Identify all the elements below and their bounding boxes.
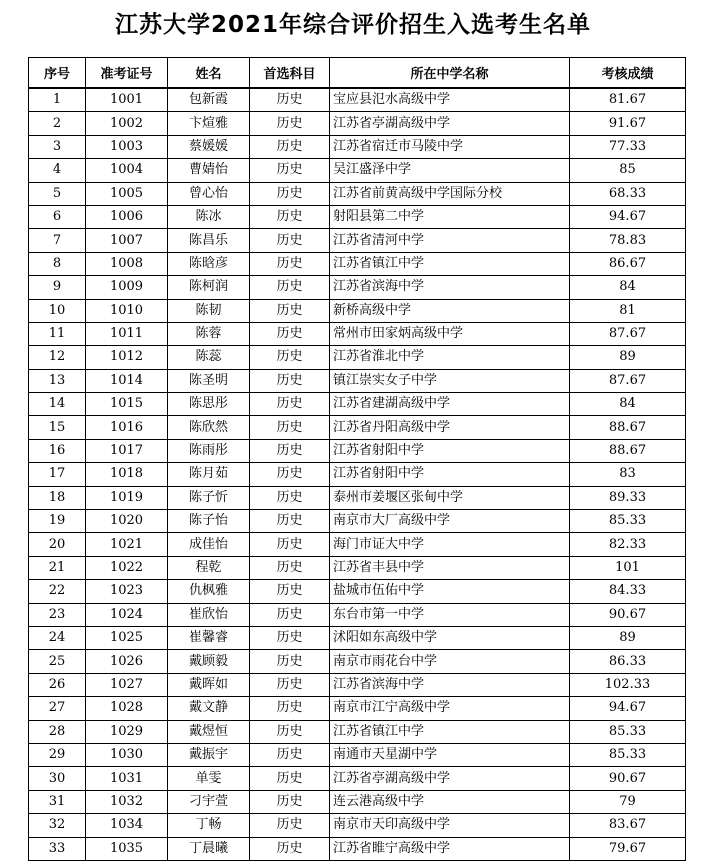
cell-score: 89 [570,346,686,369]
cell-score: 77.33 [570,135,686,158]
table-row [29,229,686,252]
cell-name: 曾心怡 [168,182,250,205]
cell-school: 南通市天星湖中学 [330,743,570,766]
cell-exam-id: 1035 [86,837,168,860]
cell-seq: 4 [29,159,86,182]
table-row [29,720,686,743]
cell-name: 卞煊雅 [168,112,250,135]
cell-score: 85.33 [570,510,686,533]
cell-exam-id: 1012 [86,346,168,369]
cell-score: 87.67 [570,322,686,345]
cell-subject: 历史 [250,510,330,533]
table-row [29,439,686,462]
cell-subject: 历史 [250,112,330,135]
cell-exam-id: 1026 [86,650,168,673]
cell-seq: 27 [29,697,86,720]
cell-seq: 17 [29,463,86,486]
cell-exam-id: 1023 [86,580,168,603]
table-row [29,697,686,720]
cell-seq: 3 [29,135,86,158]
cell-exam-id: 1018 [86,463,168,486]
table-row [29,510,686,533]
cell-seq: 30 [29,767,86,790]
cell-seq: 5 [29,182,86,205]
table-header-row [29,58,686,89]
cell-subject: 历史 [250,626,330,649]
cell-seq: 21 [29,556,86,579]
cell-score: 79 [570,790,686,813]
cell-exam-id: 1010 [86,299,168,322]
cell-subject: 历史 [250,439,330,462]
table-row [29,463,686,486]
header-exam-id: 准考证号 [86,58,168,89]
cell-name: 陈欣然 [168,416,250,439]
table-row [29,790,686,813]
cell-seq: 31 [29,790,86,813]
cell-name: 陈子忻 [168,486,250,509]
cell-name: 仇枫雅 [168,580,250,603]
cell-score: 90.67 [570,767,686,790]
cell-score: 94.67 [570,205,686,228]
cell-seq: 26 [29,673,86,696]
table-row [29,393,686,416]
cell-exam-id: 1032 [86,790,168,813]
cell-score: 102.33 [570,673,686,696]
table-row [29,673,686,696]
cell-seq: 20 [29,533,86,556]
cell-name: 戴振宇 [168,743,250,766]
cell-subject: 历史 [250,743,330,766]
cell-school: 江苏省建湖高级中学 [330,393,570,416]
cell-subject: 历史 [250,252,330,275]
cell-subject: 历史 [250,182,330,205]
cell-exam-id: 1016 [86,416,168,439]
table-row [29,837,686,860]
header-subject: 首选科目 [250,58,330,89]
cell-subject: 历史 [250,299,330,322]
table-row [29,603,686,626]
cell-seq: 12 [29,346,86,369]
cell-seq: 1 [29,88,86,112]
cell-name: 陈圣明 [168,369,250,392]
cell-school: 南京市大厂高级中学 [330,510,570,533]
cell-school: 镇江崇实女子中学 [330,369,570,392]
cell-seq: 6 [29,205,86,228]
cell-school: 新桥高级中学 [330,299,570,322]
cell-name: 陈月茹 [168,463,250,486]
cell-exam-id: 1004 [86,159,168,182]
cell-subject: 历史 [250,463,330,486]
table-row [29,322,686,345]
cell-seq: 7 [29,229,86,252]
cell-exam-id: 1017 [86,439,168,462]
cell-score: 85.33 [570,743,686,766]
cell-score: 82.33 [570,533,686,556]
cell-subject: 历史 [250,673,330,696]
cell-seq: 16 [29,439,86,462]
table-row [29,346,686,369]
cell-score: 79.67 [570,837,686,860]
cell-subject: 历史 [250,393,330,416]
cell-score: 85 [570,159,686,182]
table-body [29,88,686,860]
cell-school: 宝应县氾水高级中学 [330,88,570,112]
table-row [29,159,686,182]
cell-name: 程乾 [168,556,250,579]
cell-name: 陈思彤 [168,393,250,416]
cell-name: 陈冰 [168,205,250,228]
cell-school: 江苏省镇江中学 [330,720,570,743]
table-row [29,650,686,673]
table-row [29,135,686,158]
header-seq: 序号 [29,58,86,89]
cell-school: 江苏省丰县中学 [330,556,570,579]
cell-score: 81 [570,299,686,322]
cell-subject: 历史 [250,159,330,182]
cell-school: 东台市第一中学 [330,603,570,626]
cell-school: 吴江盛泽中学 [330,159,570,182]
cell-exam-id: 1001 [86,88,168,112]
cell-seq: 2 [29,112,86,135]
cell-name: 戴顾毅 [168,650,250,673]
cell-subject: 历史 [250,837,330,860]
table-row [29,767,686,790]
cell-seq: 28 [29,720,86,743]
cell-score: 88.67 [570,439,686,462]
cell-exam-id: 1005 [86,182,168,205]
cell-name: 单雯 [168,767,250,790]
header-score: 考核成绩 [570,58,686,89]
cell-subject: 历史 [250,135,330,158]
cell-name: 丁畅 [168,814,250,837]
cell-school: 射阳县第二中学 [330,205,570,228]
cell-school: 江苏省镇江中学 [330,252,570,275]
cell-school: 江苏省滨海中学 [330,276,570,299]
cell-exam-id: 1029 [86,720,168,743]
cell-exam-id: 1019 [86,486,168,509]
cell-school: 连云港高级中学 [330,790,570,813]
header-name: 姓名 [168,58,250,89]
cell-subject: 历史 [250,486,330,509]
cell-exam-id: 1002 [86,112,168,135]
table-row [29,580,686,603]
cell-school: 江苏省亭湖高级中学 [330,767,570,790]
cell-exam-id: 1027 [86,673,168,696]
table-row [29,416,686,439]
cell-exam-id: 1003 [86,135,168,158]
cell-exam-id: 1011 [86,322,168,345]
cell-exam-id: 1030 [86,743,168,766]
cell-name: 曹婧怡 [168,159,250,182]
table-row [29,112,686,135]
cell-seq: 23 [29,603,86,626]
cell-name: 戴文静 [168,697,250,720]
cell-name: 崔欣怡 [168,603,250,626]
cell-subject: 历史 [250,416,330,439]
cell-name: 陈昌乐 [168,229,250,252]
cell-name: 陈雨彤 [168,439,250,462]
cell-exam-id: 1028 [86,697,168,720]
cell-score: 91.67 [570,112,686,135]
cell-subject: 历史 [250,229,330,252]
cell-seq: 29 [29,743,86,766]
cell-seq: 22 [29,580,86,603]
table-row [29,626,686,649]
cell-name: 包新霞 [168,88,250,112]
table-row [29,182,686,205]
cell-score: 85.33 [570,720,686,743]
cell-subject: 历史 [250,556,330,579]
cell-score: 86.33 [570,650,686,673]
cell-score: 89.33 [570,486,686,509]
cell-name: 蔡媛媛 [168,135,250,158]
cell-exam-id: 1022 [86,556,168,579]
cell-name: 成佳怡 [168,533,250,556]
cell-school: 南京市江宁高级中学 [330,697,570,720]
cell-subject: 历史 [250,767,330,790]
cell-seq: 18 [29,486,86,509]
cell-name: 陈蓉 [168,322,250,345]
cell-exam-id: 1009 [86,276,168,299]
cell-name: 丁晨曦 [168,837,250,860]
page-title: 江苏大学2021年综合评价招生入选考生名单 [114,12,591,38]
cell-seq: 8 [29,252,86,275]
cell-exam-id: 1031 [86,767,168,790]
cell-school: 南京市雨花台中学 [330,650,570,673]
cell-exam-id: 1024 [86,603,168,626]
table-row [29,252,686,275]
cell-school: 江苏省亭湖高级中学 [330,112,570,135]
cell-subject: 历史 [250,88,330,112]
cell-score: 83 [570,463,686,486]
cell-subject: 历史 [250,580,330,603]
cell-school: 盐城市伍佑中学 [330,580,570,603]
cell-subject: 历史 [250,276,330,299]
cell-subject: 历史 [250,205,330,228]
cell-school: 沭阳如东高级中学 [330,626,570,649]
table-row [29,88,686,112]
cell-seq: 15 [29,416,86,439]
cell-subject: 历史 [250,720,330,743]
cell-name: 戴晖如 [168,673,250,696]
cell-seq: 14 [29,393,86,416]
cell-school: 江苏省清河中学 [330,229,570,252]
cell-subject: 历史 [250,346,330,369]
table-row [29,533,686,556]
cell-school: 江苏省滨海中学 [330,673,570,696]
cell-exam-id: 1021 [86,533,168,556]
cell-seq: 13 [29,369,86,392]
cell-score: 87.67 [570,369,686,392]
cell-score: 88.67 [570,416,686,439]
table-row [29,486,686,509]
cell-seq: 9 [29,276,86,299]
cell-school: 泰州市姜堰区张甸中学 [330,486,570,509]
cell-score: 94.67 [570,697,686,720]
cell-subject: 历史 [250,369,330,392]
cell-score: 78.83 [570,229,686,252]
cell-school: 江苏省丹阳高级中学 [330,416,570,439]
cell-score: 90.67 [570,603,686,626]
cell-name: 崔馨睿 [168,626,250,649]
cell-exam-id: 1015 [86,393,168,416]
cell-seq: 25 [29,650,86,673]
cell-school: 常州市田家炳高级中学 [330,322,570,345]
cell-score: 83.67 [570,814,686,837]
table-row [29,276,686,299]
cell-name: 陈蕊 [168,346,250,369]
cell-school: 江苏省射阳中学 [330,439,570,462]
cell-school: 江苏省前黄高级中学国际分校 [330,182,570,205]
cell-seq: 11 [29,322,86,345]
cell-seq: 24 [29,626,86,649]
cell-seq: 32 [29,814,86,837]
cell-score: 84 [570,276,686,299]
cell-exam-id: 1006 [86,205,168,228]
cell-score: 84.33 [570,580,686,603]
cell-exam-id: 1008 [86,252,168,275]
cell-score: 89 [570,626,686,649]
cell-score: 68.33 [570,182,686,205]
cell-exam-id: 1034 [86,814,168,837]
table-row [29,369,686,392]
cell-subject: 历史 [250,790,330,813]
cell-school: 江苏省射阳中学 [330,463,570,486]
cell-exam-id: 1014 [86,369,168,392]
cell-name: 陈柯润 [168,276,250,299]
cell-name: 戴煜恒 [168,720,250,743]
cell-exam-id: 1020 [86,510,168,533]
cell-seq: 19 [29,510,86,533]
table-row [29,556,686,579]
table-row [29,299,686,322]
cell-seq: 33 [29,837,86,860]
cell-subject: 历史 [250,322,330,345]
cell-name: 陈韧 [168,299,250,322]
cell-subject: 历史 [250,603,330,626]
cell-score: 81.67 [570,88,686,112]
cell-score: 84 [570,393,686,416]
cell-seq: 10 [29,299,86,322]
cell-exam-id: 1025 [86,626,168,649]
header-school: 所在中学名称 [330,58,570,89]
cell-name: 陈子怡 [168,510,250,533]
cell-name: 陈晗彦 [168,252,250,275]
cell-score: 101 [570,556,686,579]
table-row [29,814,686,837]
admission-list-table [28,57,686,861]
cell-school: 海门市证大中学 [330,533,570,556]
cell-name: 刁宇萱 [168,790,250,813]
cell-school: 南京市天印高级中学 [330,814,570,837]
cell-subject: 历史 [250,533,330,556]
table-row [29,743,686,766]
cell-exam-id: 1007 [86,229,168,252]
cell-subject: 历史 [250,650,330,673]
cell-school: 江苏省宿迁市马陵中学 [330,135,570,158]
cell-school: 江苏省睢宁高级中学 [330,837,570,860]
cell-subject: 历史 [250,814,330,837]
cell-school: 江苏省淮北中学 [330,346,570,369]
cell-subject: 历史 [250,697,330,720]
cell-score: 86.67 [570,252,686,275]
table-row [29,205,686,228]
